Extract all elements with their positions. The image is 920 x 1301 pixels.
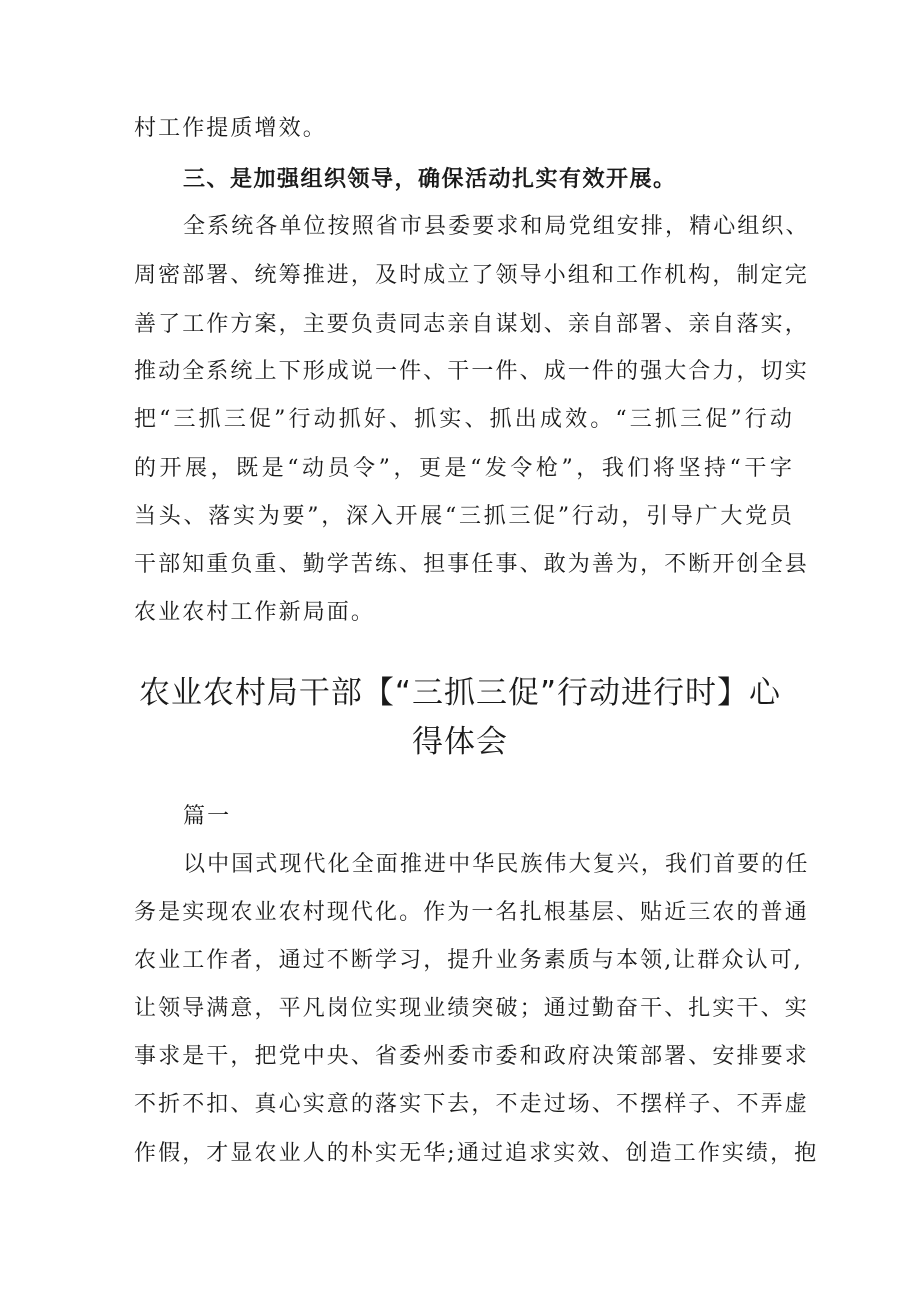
paragraph-line: 务是实现农业农村现代化。作为一名扎根基层、贴近三农的普通 [134,900,809,925]
paragraph-line: 作假，才显农业人的朴实无华;通过追求实效、创造工作实绩，抱 [134,1141,819,1166]
paragraph-line: 农业工作者，通过不断学习，提升业务素质与本领,让群众认可, [134,948,803,973]
paragraph-line: 农业农村工作新局面。 [134,600,376,625]
paragraph-line: 的开展，既是“动员令”，更是“发令枪”，我们将坚持“干字 [134,456,794,481]
section-heading: 三、是加强组织领导，确保活动扎实有效开展。 [183,167,677,192]
paragraph-line: 以中国式现代化全面推进中华民族伟大复兴，我们首要的任 [183,852,810,877]
paragraph-line: 善了工作方案，主要负责同志亲自谋划、亲自部署、亲自落实， [134,312,809,337]
paragraph-line: 让领导满意，平凡岗位实现业绩突破；通过勤奋干、扎实干、实 [134,996,809,1021]
paragraph-line: 把“三抓三促”行动抓好、抓实、抓出成效。“三抓三促”行动 [134,407,794,432]
article-title-line-1: 农业农村局干部【“三抓三促”行动进行时】心 [138,675,782,711]
paragraph-line: 推动全系统上下形成说一件、干一件、成一件的强大合力，切实 [134,359,809,384]
paragraph-line: 全系统各单位按照省市县委要求和局党组安排，精心组织、 [183,214,810,239]
paragraph-line: 当头、落实为要”，深入开展“三抓三促”行动，引导广大党员 [134,504,794,529]
paragraph-line: 周密部署、统筹推进，及时成立了领导小组和工作机构，制定完 [134,263,809,288]
paragraph-line: 事求是干，把党中央、省委州委市委和政府决策部署、安排要求 [134,1044,809,1069]
paragraph-line: 干部知重负重、勤学苦练、担事任事、敢为善为，不断开创全县 [134,552,809,577]
part-label: 篇一 [183,804,232,829]
paragraph-line: 不折不扣、真心实意的落实下去，不走过场、不摆样子、不弄虚 [134,1092,809,1117]
paragraph-tail-line: 村工作提质增效。 [134,116,327,141]
article-title-line-2: 得体会 [412,724,508,760]
